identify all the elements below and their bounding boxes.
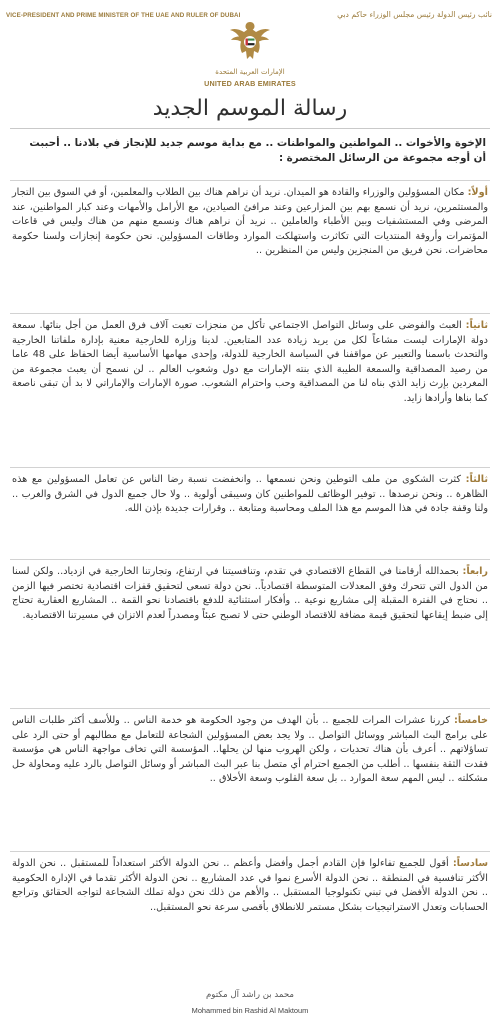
country-name-ar: الإمارات العربية المتحدة <box>215 68 285 76</box>
title-divider <box>10 128 490 129</box>
section-divider <box>10 180 490 181</box>
intro-paragraph: الإخوة والأخوات .. المواطنين والمواطنات .. مع بداية موسم جديد للإنجاز في بلادنا .. أحببت أن أوجه مجموعة من الرسائل المختصرة : <box>29 137 486 164</box>
signature-ar: محمد بن راشد آل مكتوم <box>205 990 295 1000</box>
section-text: كررنا عشرات المرات للجميع .. بأن الهدف من وجود الحكومة هو خدمة الناس .. وللأسف أكثر طلبات الناس على برامج البث المباشر ووسائل التواصل .. ولا يجد بعض المسؤولين الشجاعة للتعامل مع مطالبهم أو حتى الرد على تساؤلاتهم .. أعرف بأن هناك تحديات ، ولكن الهروب منها لن يحلها.. المؤسسة التي تخاف مواجهة الناس هي مؤسسة فقدت الثقة بنفسها .. أطلب من الجميع احترام أي متصل بنا عبر البث المباشر أو وسائل التواصل بالرد عليه ومحاولة حل مشكلته .. ليس المهم سعة الموارد .. بل سعة القلوب وسعة الأخلاق .. <box>12 715 488 785</box>
section-divider <box>10 559 490 560</box>
country-name-en: UNITED ARAB EMIRATES <box>204 79 296 88</box>
section-number: ثانياً: <box>465 320 488 331</box>
section-divider <box>10 467 490 468</box>
section-text: العبث والفوضى على وسائل التواصل الاجتماعي تأكل من منجزات تعبت آلاف فرق العمل من أجل بنائها. سمعة دولة الإمارات ليست مشاعاً لكل من يريد زيادة عدد المتابعين. لدينا وزارة للخارجية معنية بإدارة ملفاتنا الخارجية والتحدث باسمنا والتعبير عن مواقفنا في السياسة الخارجية للدولة، وإحدى مهامها الأساسية أيضا الحفاظ على 48 عاما من رصيد المصداقية والسمعة الطيبة الذي بنته الإمارات مع دول وشعوب العالم .. لن نسمح أن يعبث مجموعة من المغردين بإرث زايد الذي بناه لنا من المصداقية وحب واحترام الشعوب. صورة الإمارات والإماراتي لا بد أن تبقى ناصعة كما بناها وأرادها زايد. <box>12 320 488 404</box>
section-5 <box>12 714 488 787</box>
section-number: أولاً: <box>467 187 488 198</box>
section-6 <box>12 857 488 915</box>
section-number: ثالثاً: <box>465 474 488 485</box>
page-title: رسالة الموسم الجديد <box>152 96 348 121</box>
section-text: بحمدالله أرقامنا في القطاع الاقتصادي في تقدم، وتنافسيتنا في ارتفاع، وتجارتنا الخارجية في ازدياد.. ولكن لسنا من الدول التي تتحرك وفق المعدلات المتوسطة اقتصادياً.. نحن دولة تسعى لتحقيق قفزات اقتصادية تختصر فيها الزمن .. نحتاج في الفترة المقبلة إلى مشاريع نوعية .. وأفكار استثنائية للدفع باقتصادنا نحو القمة .. المشاريع العقارية تحتاج إلى ضبط إيقاعها لتحقيق قيمة مضافة للاقتصاد الوطني حتى لا تصبح عبئاً ومصدراً لعدم الاتزان في مسيرتنا الاقتصادية. <box>12 566 488 621</box>
section-text: مكان المسؤولين والوزراء والقادة هو الميدان. نريد أن نراهم هناك بين الطلاب والمعلمين، أو في السوق بين التجار والمستثمرين، نريد أن نسمع بهم بين المزارعين وعند مرافئ الصيادين، مع الأرامل والأمهات وعند كبار المواطنين، عند المرضى وفي المستشفيات وبين الأطباء والعاملين .. نريد أن نراهم هناك ونسمع منهم من هناك وليس في قاعات المؤتمرات وأروقة المنتديات التي تكاثرت واستهلكت الموارد وطاقات المسؤولين. نحن حكومة إنجازات ولسنا حكومة محاضرات. نحن فريق من المنجزين وليس من المنظرين .. <box>12 187 488 257</box>
section-text: أقول للجميع تفاءلوا فإن القادم أجمل وأفضل وأعظم .. نحن الدولة الأكثر استعداداً للمستقبل .. نحن الدولة الأكثر تنافسية في المنطقة .. نحن الدولة الأسرع نموا في عدد المشاريع .. نحن الدولة الأكثر تقدما في الإدارة الحكومية .. نحن الدولة الأفضل في تبني تكنولوجيا المستقبل .. والأهم من ذلك نحن دولة تملك الشجاعة لتواجه الحقائق وتراجع الحسابات وتعدل الاستراتيجيات بشكل مستمر للانطلاق بأقصى سرعة نحو المستقبل.. <box>12 858 488 913</box>
section-divider <box>10 708 490 709</box>
section-number: خامساً: <box>454 715 488 726</box>
section-text: كثرت الشكوى من ملف التوطين ونحن نسمعها .. وانخفضت نسبة رضا الناس عن تعامل المسؤولين مع هذه الظاهرة .. ونحن نرصدها .. توفير الوظائف للمواطنين كان وسيبقى أولوية .. ولا حال جميع الدول في الشرق والغرب .. ولنا وقفة جادة في هذا الموسم مع هذا الملف ومحاسبة ومتابعة .. وقرارات جديدة بإذن الله. <box>12 474 488 515</box>
section-divider <box>10 313 490 314</box>
section-4 <box>12 565 488 623</box>
section-number: رابعاً: <box>462 566 488 577</box>
section-1 <box>12 186 488 259</box>
letterhead <box>0 6 500 106</box>
falcon-emblem-icon <box>228 18 272 64</box>
letterhead-title-ar: نائب رئيس الدولة رئيس مجلس الوزراء حاكم دبي <box>337 10 492 19</box>
letterhead-title-en: VICE-PRESIDENT AND PRIME MINISTER OF THE UAE AND RULER OF DUBAI <box>6 12 241 19</box>
section-3 <box>12 473 488 517</box>
section-number: سادساً: <box>452 858 488 869</box>
signature-en: Mohammed bin Rashid Al Maktoum <box>191 1006 309 1015</box>
section-2 <box>12 319 488 407</box>
section-divider <box>10 851 490 852</box>
